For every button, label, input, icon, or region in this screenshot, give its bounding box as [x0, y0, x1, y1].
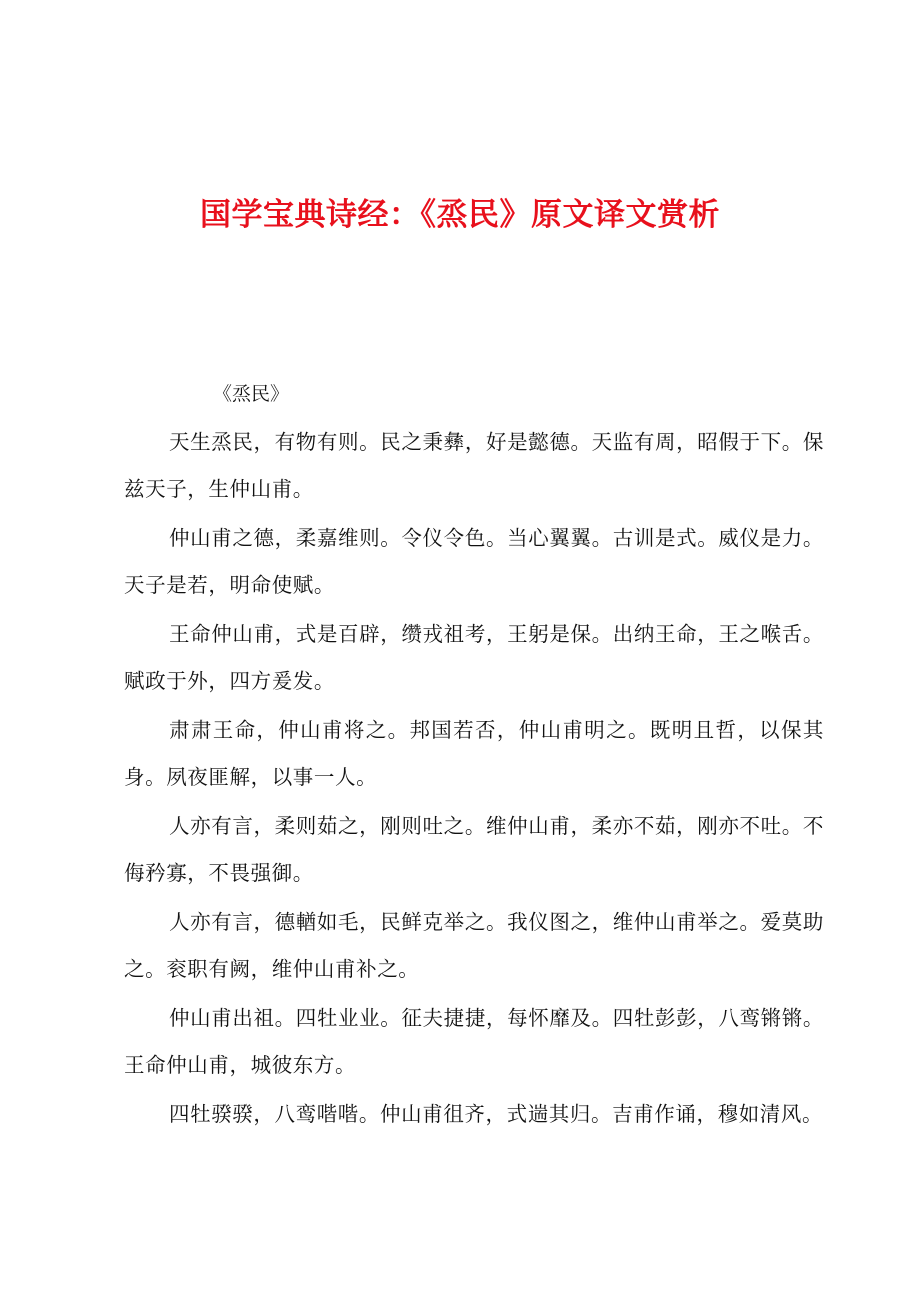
poem-stanza-3: 王命仲山甫，式是百辟，缵戎祖考，王躬是保。出纳王命，王之喉舌。赋政于外，四方爰发。: [124, 622, 824, 693]
page-title: 国学宝典诗经：《烝民》原文译文赏析: [200, 197, 720, 233]
poem-stanza-2: 仲山甫之德，柔嘉维则。令仪令色。当心翼翼。古训是式。威仪是力。天子是若，明命使赋。: [124, 526, 824, 597]
poem-stanza-4: 肃肃王命，仲山甫将之。邦国若否，仲山甫明之。既明且哲，以保其身。夙夜匪解，以事一人。: [124, 718, 824, 789]
poem-stanza-7: 仲山甫出祖。四牡业业。征夫捷捷，每怀靡及。四牡彭彭，八鸾锵锵。王命仲山甫，城彼东方。: [124, 1006, 824, 1077]
poem-heading: 《烝民》: [213, 383, 290, 405]
poem-stanza-6: 人亦有言，德輶如毛，民鲜克举之。我仪图之，维仲山甫举之。爱莫助之。衮职有阙，维仲山甫补之。: [124, 910, 824, 981]
poem-stanza-8: 四牡骙骙，八鸾喈喈。仲山甫徂齐，式遄其归。吉甫作诵，穆如清风。: [169, 1102, 824, 1126]
poem-body: [124, 419, 824, 1140]
poem-stanza-5: 人亦有言，柔则茹之，刚则吐之。维仲山甫，柔亦不茹，刚亦不吐。不侮矜寡，不畏强御。: [124, 814, 824, 885]
poem-stanza-1: 天生烝民，有物有则。民之秉彝，好是懿德。天监有周，昭假于下。保兹天子，生仲山甫。: [124, 430, 824, 501]
